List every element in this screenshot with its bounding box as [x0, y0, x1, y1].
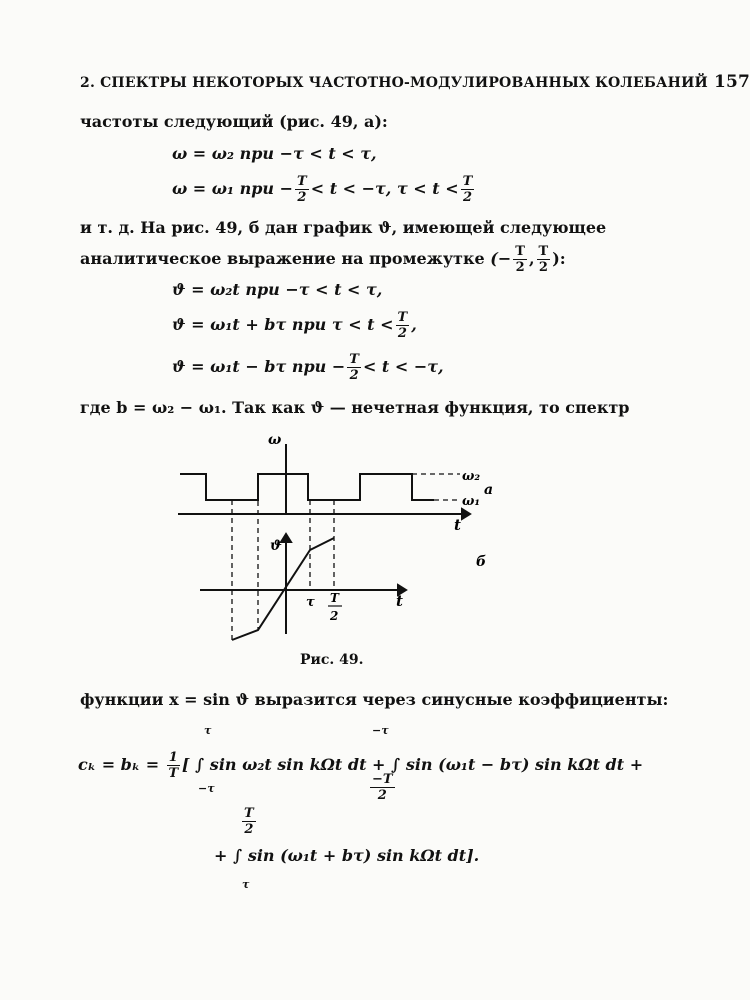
- label-omega2: ω₂: [462, 469, 481, 484]
- fraction-T-2: $\frac{T}{2}$: [244, 806, 254, 837]
- omega-square-wave: [180, 474, 434, 500]
- label-t-a: t: [454, 516, 461, 534]
- fraction-T-2: $\frac{T}{2}$: [297, 174, 307, 205]
- label-t-b: t: [396, 592, 403, 610]
- equation-5: ϑ = ω₁t − bτ при − $\frac{T}{2}$ < t < −τ,: [172, 352, 444, 383]
- figure-caption: Рис. 49.: [300, 652, 364, 668]
- label-T: T: [330, 591, 339, 605]
- label-tau: τ: [306, 595, 315, 610]
- label-theta: ϑ: [270, 538, 282, 554]
- limit-upper-1: τ: [204, 724, 212, 737]
- equation-4: ϑ = ω₁t + bτ при τ < t < $\frac{T}{2}$ ,: [172, 310, 417, 341]
- paragraph-3-text: аналитическое выражение на промежутке: [80, 249, 485, 268]
- equation-3: ϑ = ω₂t при −τ < t < τ,: [172, 280, 383, 299]
- label-a: a: [484, 482, 494, 498]
- equation-1: ω = ω₂ при −τ < t < τ,: [172, 144, 377, 163]
- fraction-mT-2: $\frac{-T}{2}$: [372, 772, 393, 803]
- fraction-1-T: $\frac{1}{T}$: [168, 750, 179, 781]
- equation-7: + ∫ sin (ω₁t + bτ) sin kΩt dt].: [214, 846, 480, 865]
- limit-lower-1: −τ: [198, 782, 215, 795]
- header-title: 2. СПЕКТРЫ НЕКОТОРЫХ ЧАСТОТНО-МОДУЛИРОВАННЫХ КОЛЕБАНИЙ: [80, 75, 708, 91]
- figure-49: [170, 432, 510, 652]
- arrow-b-theta: [281, 534, 291, 542]
- page-number: 157: [713, 72, 750, 92]
- paragraph-5: функции x = sin ϑ выразится через синусные коэффициенты:: [80, 690, 669, 709]
- label-2: 2: [330, 609, 339, 623]
- label-omega1: ω₁: [462, 494, 481, 509]
- fraction-T-2: $\frac{T}{2}$: [538, 244, 549, 275]
- label-b: б: [476, 554, 487, 570]
- paragraph-4: где b = ω₂ − ω₁. Так как ϑ — нечетная функция, то спектр: [80, 398, 630, 417]
- equation-2-left: ω = ω₁ при −: [172, 179, 294, 198]
- limit-upper-2: −τ: [372, 724, 389, 737]
- equation-2: [172, 174, 476, 205]
- paragraph-2: и т. д. На рис. 49, б дан график ϑ, имеющей следующее: [80, 218, 607, 237]
- paragraph-3: аналитическое выражение на промежутке (− $\frac{T}{2}$ , $\frac{T}{2}$ ):: [80, 244, 566, 275]
- fraction-T-2: $\frac{T}{2}$: [462, 174, 473, 205]
- label-omega: ω: [268, 432, 282, 448]
- equation-2-mid: < t < −τ, τ < t <: [310, 179, 459, 198]
- limit-lower-2: [368, 772, 397, 803]
- equation-6: cₖ = bₖ = $\frac{1}{T}$ [ ∫ sin ω₂t sin kΩt dt + ∫ sin (ω₁t − bτ) sin kΩt dt +: [78, 750, 644, 781]
- limit-lower-3: τ: [242, 878, 250, 891]
- limit-upper-3: [240, 806, 258, 837]
- paragraph-1: частоты следующий (рис. 49, a):: [80, 112, 388, 131]
- fraction-T-2: $\frac{T}{2}$: [397, 310, 408, 341]
- arrow-a-t: [462, 509, 470, 519]
- fraction-T-2: $\frac{T}{2}$: [349, 352, 359, 383]
- running-header: [80, 72, 750, 92]
- fraction-T-2: $\frac{T}{2}$: [515, 244, 525, 275]
